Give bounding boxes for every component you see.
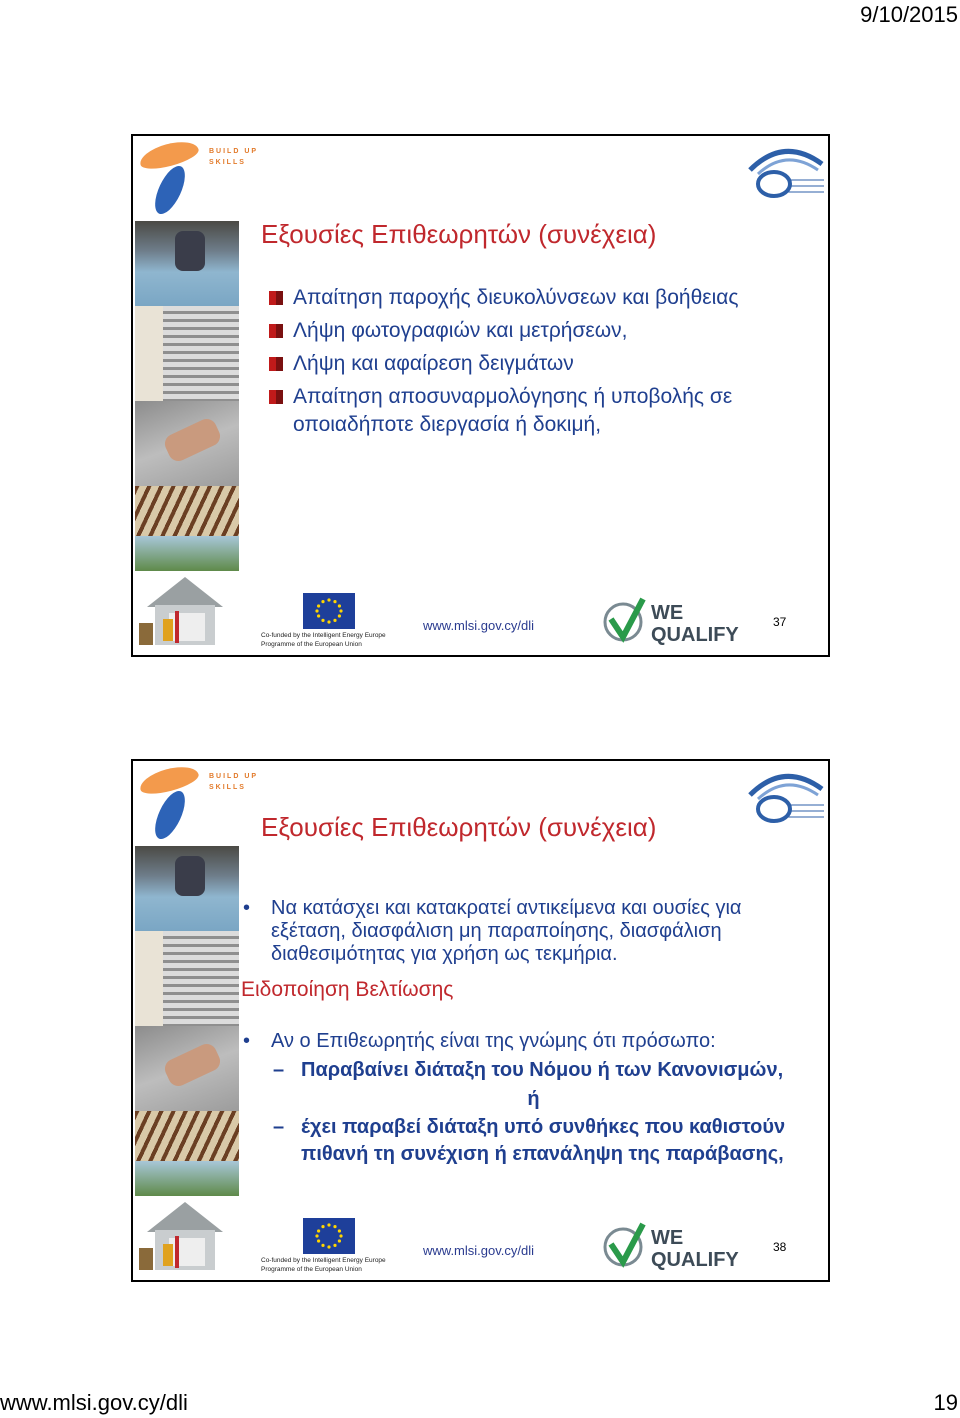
plastering-photo — [135, 401, 239, 486]
dash-icon: – — [273, 1059, 285, 1081]
sub-list-item: – έχει παραβεί διάταξη υπό συνθήκες που καθιστούν πιθανή τη συνέχιση ή επανάληψη της παράβασης, — [273, 1116, 786, 1165]
bullet-icon — [269, 291, 283, 305]
bullet-list — [269, 284, 829, 444]
house-icon — [139, 573, 231, 649]
slide-url: www.mlsi.gov.cy/dli — [423, 1243, 535, 1258]
list-item: Λήψη φωτογραφιών και μετρήσεων, — [269, 317, 829, 345]
bullet-dot-icon: • — [243, 1030, 251, 1052]
page-number: 19 — [933, 1390, 958, 1415]
bullet-icon — [269, 324, 283, 338]
subheading: Ειδοποίηση Βελτίωσης — [241, 978, 454, 1001]
svg-text:WE: WE — [651, 1227, 684, 1249]
pergola-photo — [135, 486, 239, 571]
house-icon — [139, 1198, 231, 1274]
or-text: ή — [527, 1088, 540, 1110]
worker-photo — [135, 221, 239, 306]
photo-strip — [135, 846, 239, 1196]
header-date: 9/10/2015 — [860, 2, 958, 27]
slide-number: 38 — [773, 1240, 787, 1254]
eu-flag-icon — [303, 593, 355, 629]
we-qualify-logo — [603, 1222, 753, 1272]
slide-37 — [131, 134, 830, 657]
slide-url: www.mlsi.gov.cy/dli — [423, 618, 535, 633]
bullet-icon — [269, 390, 283, 404]
slide-38 — [131, 759, 830, 1282]
eu-cofunded-logo: Co-funded by the Intelligent Energy Europe Programme of the European Union — [261, 593, 401, 653]
slide-title: Εξουσίες Επιθεωρητών (συνέχεια) — [261, 812, 657, 842]
list-item: Απαίτηση αποσυναρμολόγησης ή υποβολής σε οποιαδήποτε διεργασία ή δοκιμή, — [269, 383, 829, 439]
list-item: • Να κατάσχει και κατακρατεί αντικείμενα και ουσίες για εξέταση, διασφάλιση μη παραποίησης, διασφάλιση διαθεσιμότητας για χρήση ως τεκμήρια. — [243, 897, 742, 965]
bullet-icon — [269, 357, 283, 371]
list-item: Λήψη και αφαίρεση δειγμάτων — [269, 350, 829, 378]
eu-flag-icon — [303, 1218, 355, 1254]
shutters-photo — [135, 931, 239, 1026]
plastering-photo — [135, 1026, 239, 1111]
list-item: • Αν ο Επιθεωρητής είναι της γνώμης ότι πρόσωπο: — [243, 1030, 716, 1052]
slide-body — [241, 897, 826, 1168]
ee-logo — [744, 765, 826, 827]
svg-text:WE: WE — [651, 602, 684, 624]
slide-title: Εξουσίες Επιθεωρητών (συνέχεια) — [261, 219, 657, 249]
ee-logo — [744, 140, 826, 202]
build-up-skills-logo: BUILD UP SKILLS — [137, 140, 262, 220]
bullet-dot-icon: • — [243, 897, 251, 919]
build-up-skills-logo: BUILD UP SKILLS — [137, 765, 262, 845]
photo-strip — [135, 221, 239, 571]
shutters-photo — [135, 306, 239, 401]
list-item: Απαίτηση παροχής διευκολύνσεων και βοήθειας — [269, 284, 829, 312]
worker-photo — [135, 846, 239, 931]
svg-text:QUALIFY: QUALIFY — [651, 1249, 739, 1271]
slide-number: 37 — [773, 615, 787, 629]
footer-url: www.mlsi.gov.cy/dli — [0, 1390, 188, 1415]
svg-text:QUALIFY: QUALIFY — [651, 624, 739, 646]
sub-list-item: – Παραβαίνει διάταξη του Νόμου ή των Κανονισμών, — [241, 1057, 826, 1084]
pergola-photo — [135, 1111, 239, 1196]
dash-icon: – — [273, 1116, 285, 1138]
we-qualify-logo — [603, 597, 753, 647]
eu-cofunded-logo: Co-funded by the Intelligent Energy Europe Programme of the European Union — [261, 1218, 401, 1278]
